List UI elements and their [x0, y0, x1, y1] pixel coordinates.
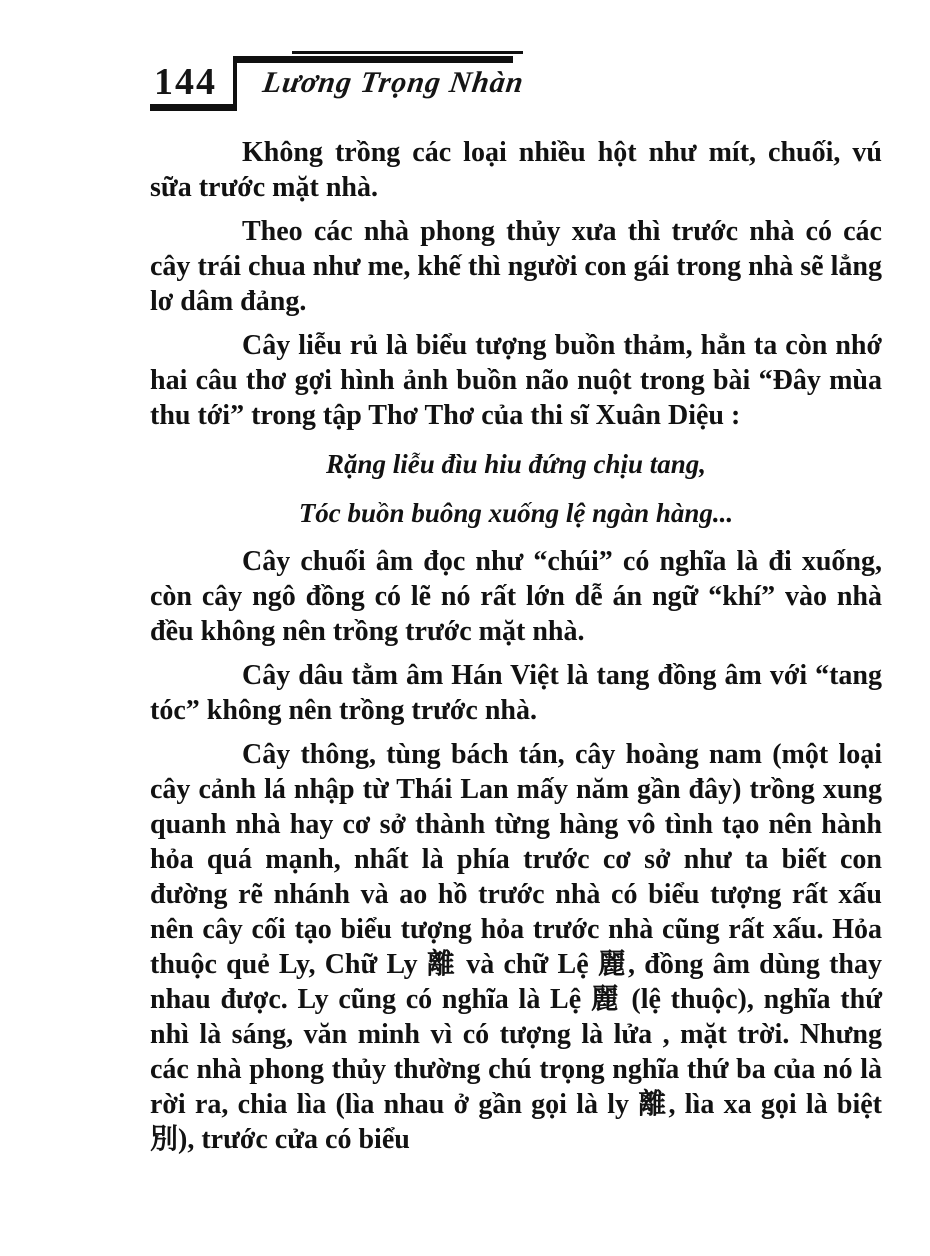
page-body [150, 135, 882, 1157]
poem-line-1: Rặng liễu đìu hiu đứng chịu tang, [325, 449, 707, 479]
page-number: 144 [150, 56, 233, 111]
paragraph-2: Theo các nhà phong thủy xưa thì trước nhà có các cây trái chua như me, khế thì người con gái trong nhà sẽ lẳng lơ dâm đảng. [150, 216, 882, 317]
paragraph-5: Cây dâu tằm âm Hán Việt là tang đồng âm với “tang tóc” không nên trồng trước nhà. [150, 660, 882, 726]
paragraph-4: Cây chuối âm đọc như “chúi” có nghĩa là đi xuống, còn cây ngô đồng có lẽ nó rất lớn dễ án ngữ “khí” vào nhà đều không nên trồng trước mặt nhà. [150, 546, 882, 647]
header-rule [233, 56, 527, 111]
book-page [0, 56, 930, 1256]
poem-line-2: Tóc buồn buông xuống lệ ngàn hàng... [298, 498, 734, 528]
paragraph-1: Không trồng các loại nhiều hột như mít, chuối, vú sữa trước mặt nhà. [150, 137, 882, 203]
paragraph-3: Cây liễu rủ là biểu tượng buồn thảm, hẳn ta còn nhớ hai câu thơ gợi hình ảnh buồn não nuột trong bài “Đây mùa thu tới” trong tập Thơ Thơ của thi sĩ Xuân Diệu : [150, 330, 882, 431]
paragraph-6: Cây thông, tùng bách tán, cây hoàng nam (một loại cây cảnh lá nhập từ Thái Lan mấy năm gần đây) trồng xung quanh nhà hay cơ sở thành từng hàng vô tình tạo nên hành hỏa quá mạnh, nhất là phía trước cơ sở như ta biết con đường rẽ nhánh và ao hồ trước nhà có biểu tượng rất xấu nên cây cối tạo biểu tượng hỏa trước nhà cũng rất xấu. Hỏa thuộc quẻ Ly, Chữ Ly 離 và chữ Lệ 麗, đồng âm dùng thay nhau được. Ly cũng có nghĩa là Lệ 麗 (lệ thuộc), nghĩa thứ nhì là sáng, văn minh vì có tượng là lửa , mặt trời. Nhưng các nhà phong thủy thường chú trọng nghĩa thứ ba của nó là rời ra, chia lìa (lìa nhau ở gần gọi là ly 離, lìa xa gọi là biệt 別), trước cửa có biểu [150, 739, 882, 1155]
page-header [150, 56, 930, 111]
running-head-author: Lương Trọng Nhàn [260, 66, 527, 99]
